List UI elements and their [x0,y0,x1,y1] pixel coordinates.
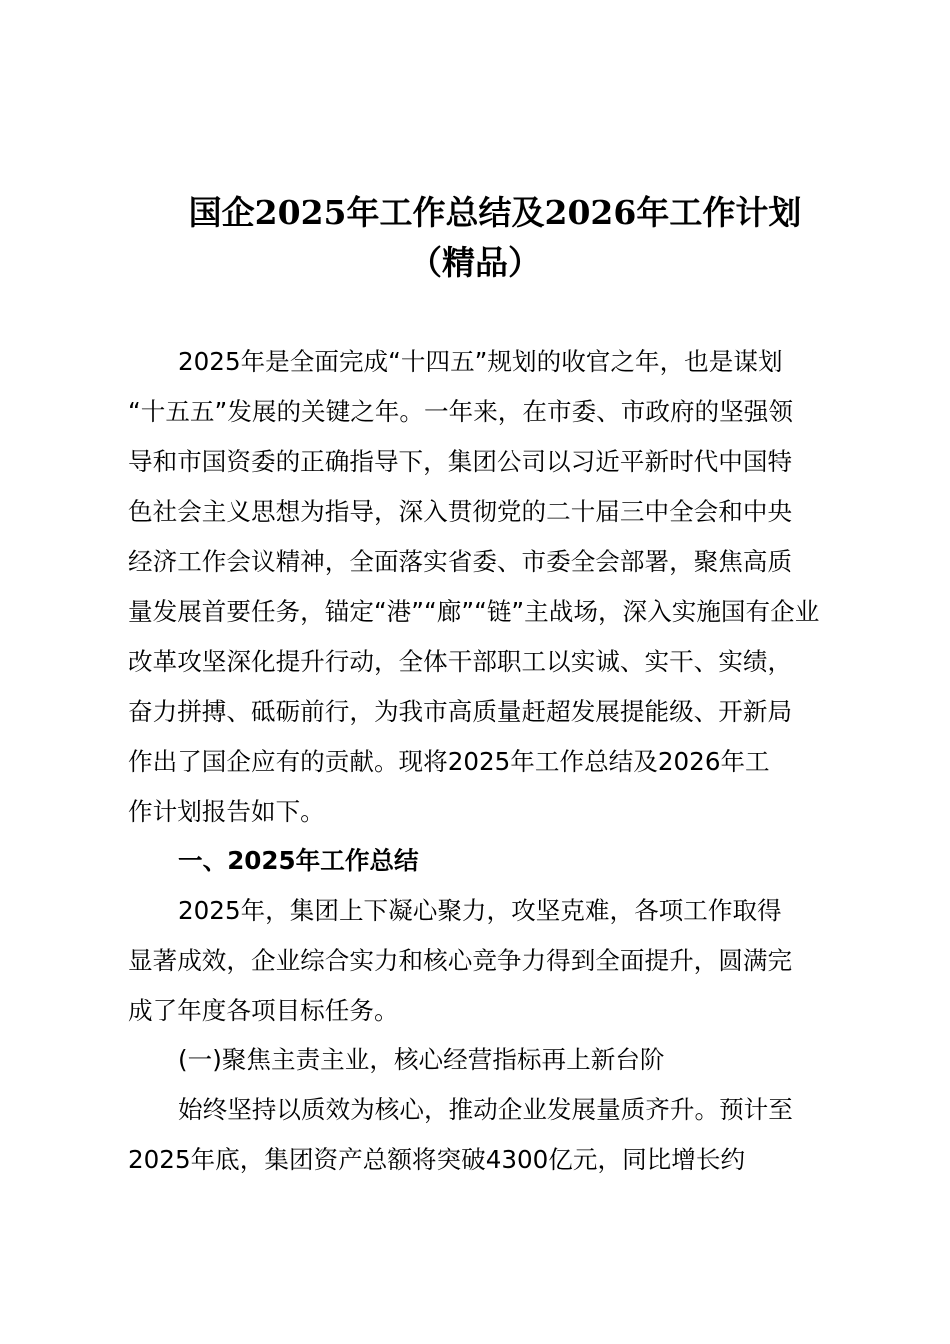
intro-line: 作计划报告如下。 [128,797,325,826]
intro-line: “十五五”发展的关键之年。一年来，在市委、市政府的坚强领 [128,397,793,426]
document-title-line-1: 国企2025年工作总结及2026年工作计划 [188,193,802,232]
intro-line: 作出了国企应有的贡献。现将2025年工作总结及2026年工 [128,747,770,776]
subsection-heading: (一)聚焦主责主业，核心经营指标再上新台阶 [178,1045,665,1074]
document-title-line-2: （精品） [409,243,541,282]
intro-line: 奋力拼搏、砥砺前行，为我市高质量赶超发展提能级、开新局 [128,697,793,726]
intro-line: 改革攻坚深化提升行动，全体干部职工以实诚、实干、实绩， [128,647,793,676]
section-para-line: 2025年，集团上下凝心聚力，攻坚克难，各项工作取得 [178,896,782,925]
intro-line: 经济工作会议精神，全面落实省委、市委全会部署，聚焦高质 [128,547,793,576]
intro-line: 2025年是全面完成“十四五”规划的收官之年，也是谋划 [178,347,783,376]
subsection-para-line: 2025年底，集团资产总额将突破4300亿元，同比增长约 [128,1145,746,1174]
intro-line: 量发展首要任务，锚定“港”“廊”“链”主战场，深入实施国有企业 [128,597,820,626]
section-para-line: 显著成效，企业综合实力和核心竞争力得到全面提升，圆满完 [128,946,793,975]
subsection-para-line: 始终坚持以质效为核心，推动企业发展量质齐升。预计至 [178,1095,793,1124]
section-heading: 一、2025年工作总结 [178,846,419,875]
intro-line: 导和市国资委的正确指导下，集团公司以习近平新时代中国特 [128,447,793,476]
intro-line: 色社会主义思想为指导，深入贯彻党的二十届三中全会和中央 [128,497,793,526]
section-para-line: 成了年度各项目标任务。 [128,996,399,1025]
